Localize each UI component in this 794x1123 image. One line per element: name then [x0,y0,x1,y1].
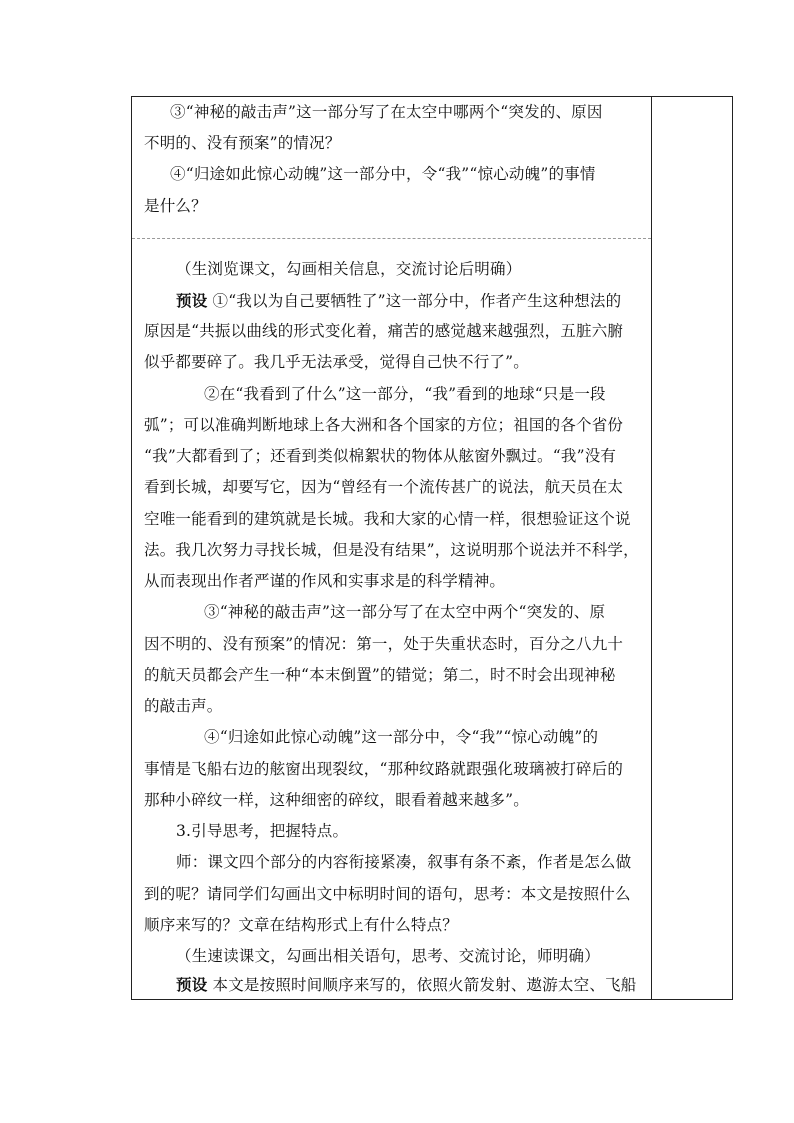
section-divider [132,238,651,239]
answer-1-line1 [176,285,641,318]
answer-2-line7: 从而表现出作者严谨的作风和实事求是的科学精神。 [144,572,506,590]
answer-2-line4: 看到长城，却要写它，因为“曾经有一个流传甚广的说法，航天员在太 [144,478,624,496]
question-4-line1: ④“归途如此惊心动魄”这一部分中，令“我”“惊心动魄”的事情 [170,165,596,183]
answer-2-line5: 空唯一能看到的建筑就是长城。我和大家的心情一样，很想验证这个说 [144,510,631,528]
answer-4-line3: 那种小碎纹一样，这种细密的碎纹，眼看着越来越多”。 [144,791,529,809]
answer-1-line2: 原因是“共振以曲线的形式变化着，痛苦的感觉越来越强烈，五脏六腑 [144,322,624,340]
answer-3-line2: 因不明的、没有预案”的情况：第一，处于失重状态时，百分之八九十 [144,635,624,653]
answer-1-text: ①“我以为自己要牺牲了”这一部分中，作者产生这种想法的 [207,292,622,310]
answer-4-line1: ④“归途如此惊心动魄”这一部分中，令“我”“惊心动魄”的 [204,728,599,746]
instruction-speed-read: （生速读课文，勾画出相关语句，思考、交流讨论，师明确） [176,947,600,965]
step-3-title: 3.引导思考，把握特点。 [176,822,349,840]
teacher-line1: 师：课文四个部分的内容衔接紧凑，叙事有条不紊，作者是怎么做 [176,853,632,871]
teacher-line2: 到的呢？请同学们勾画出文中标明时间的语句，思考：本文是按照什么 [144,885,631,903]
preset-line [176,969,641,1002]
answer-3-line3: 的航天员都会产生一种“本末倒置”的错觉；第二，时不时会出现神秘 [144,666,616,684]
question-3-line2: 不明的、没有预案”的情况？ [144,134,341,152]
preset-text: 本文是按照时间顺序来写的，依照火箭发射、遨游太空、飞船 [207,976,637,994]
answer-3-line1: ③“神秘的敲击声”这一部分写了在太空中两个“突发的、原 [204,603,606,621]
preset-label: 预设 [176,291,208,310]
answer-4-line2: 事情是飞船右边的舷窗出现裂纹，“那种纹路就跟强化玻璃被打碎后的 [144,760,624,778]
instruction-browse: （生浏览课文，勾画相关信息，交流讨论后明确） [176,260,522,278]
answer-1-line3: 似乎都要碎了。我几乎无法承受，觉得自己快不行了”。 [144,353,529,371]
question-3-line1: ③“神秘的敲击声”这一部分写了在太空中哪两个“突发的、原因 [170,103,603,121]
answer-2-line6: 法。我几次努力寻找长城，但是没有结果”，这说明那个说法并不科学， [144,541,639,559]
lesson-table [131,96,733,1000]
answer-3-line4: 的敲击声。 [144,697,223,715]
notes-cell [652,97,732,999]
answer-2-line2: 弧”；可以准确判断地球上各大洲和各个国家的方位；祖国的各个省份 [144,416,624,434]
answer-2-line1: ②在“我看到了什么”这一部分，“我”看到的地球“只是一段 [204,385,606,403]
preset-label-2: 预设 [176,975,208,994]
question-4-line2: 是什么？ [144,197,207,215]
answer-2-line3: “我”大都看到了；还看到类似棉絮状的物体从舷窗外飘过。“我”没有 [144,447,617,465]
content-cell [132,97,651,999]
teacher-line3: 顺序来写的？文章在结构形式上有什么特点？ [144,916,459,934]
